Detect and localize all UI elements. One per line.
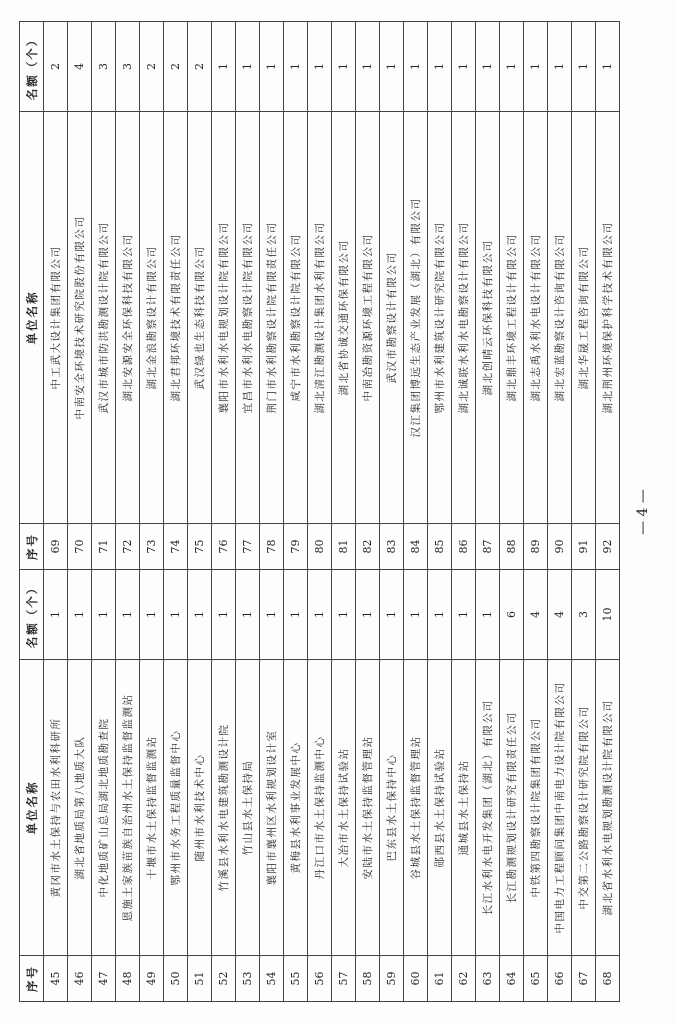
row-quota: 3 [91, 22, 115, 112]
row-unit-name: 武汉市勘察设计有限公司 [379, 112, 403, 524]
row-quota: 1 [355, 570, 379, 660]
row-seq: 58 [355, 956, 379, 1002]
row-unit-name: 中工武大设计集团有限公司 [43, 112, 67, 524]
row-seq: 66 [547, 956, 571, 1002]
row-unit-name: 湖北省水利水电规划勘测设计院有限公司 [595, 660, 619, 956]
row-seq: 75 [187, 524, 211, 570]
row-seq: 72 [115, 524, 139, 570]
row-quota: 1 [403, 570, 427, 660]
row-unit-name: 安陆市水土保持监督管理站 [355, 660, 379, 956]
quota-table [19, 21, 620, 1002]
row-unit-name: 湖北君邦环境技术有限责任公司 [163, 112, 187, 524]
table-row [379, 22, 403, 1002]
table-row [547, 22, 571, 1002]
row-unit-name: 黄梅县水利事业发展中心 [283, 660, 307, 956]
header-quota: 名额（个） [19, 22, 43, 112]
row-unit-name: 中化地质矿山总局湖北地质勘查院 [91, 660, 115, 956]
row-unit-name: 湖北创晴云环保科技有限公司 [475, 112, 499, 524]
row-seq: 83 [379, 524, 403, 570]
row-seq: 46 [67, 956, 91, 1002]
row-seq: 60 [403, 956, 427, 1002]
row-seq: 54 [259, 956, 283, 1002]
row-unit-name: 丹江口市水土保持监测中心 [307, 660, 331, 956]
row-quota: 1 [43, 570, 67, 660]
table-body [43, 22, 619, 1002]
row-unit-name: 湖北诚联水利水电勘察设计有限公司 [451, 112, 475, 524]
row-quota: 1 [451, 22, 475, 112]
table-header-row [19, 22, 43, 1002]
row-unit-name: 巴东县水土保持中心 [379, 660, 403, 956]
table-row [67, 22, 91, 1002]
row-unit-name: 长江勘测规划设计研究有限责任公司 [499, 660, 523, 956]
row-unit-name: 荆门市水利勘察设计院有限责任公司 [259, 112, 283, 524]
row-seq: 87 [475, 524, 499, 570]
row-quota: 1 [307, 570, 331, 660]
table-row [187, 22, 211, 1002]
row-quota: 2 [43, 22, 67, 112]
row-unit-name: 湖北金浪勘察设计有限公司 [139, 112, 163, 524]
row-seq: 70 [67, 524, 91, 570]
row-unit-name: 随州市水利技术中心 [187, 660, 211, 956]
row-quota: 1 [211, 570, 235, 660]
row-seq: 69 [43, 524, 67, 570]
row-seq: 55 [283, 956, 307, 1002]
row-unit-name: 中铁第四勘察设计院集团有限公司 [523, 660, 547, 956]
row-seq: 81 [331, 524, 355, 570]
row-quota: 1 [187, 570, 211, 660]
table-row [427, 22, 451, 1002]
table-row [115, 22, 139, 1002]
row-unit-name: 恩施土家族苗族自治州水土保持监督监测站 [115, 660, 139, 956]
row-unit-name: 中南安全环境技术研究院股份有限公司 [67, 112, 91, 524]
row-seq: 63 [475, 956, 499, 1002]
row-unit-name: 长江水利水电开发集团（湖北）有限公司 [475, 660, 499, 956]
row-seq: 74 [163, 524, 187, 570]
row-unit-name: 中交第二公路勘察设计研究院有限公司 [571, 660, 595, 956]
row-seq: 76 [211, 524, 235, 570]
row-seq: 51 [187, 956, 211, 1002]
row-unit-name: 湖北华晟工程咨询有限公司 [571, 112, 595, 524]
row-unit-name: 谷城县水土保持监督管理站 [403, 660, 427, 956]
row-seq: 82 [355, 524, 379, 570]
row-unit-name: 鄂州市水务工程质量监督中心 [163, 660, 187, 956]
table-row [571, 22, 595, 1002]
header-seq: 序号 [19, 524, 43, 570]
rotated-content [19, 22, 659, 1002]
table-row [235, 22, 259, 1002]
row-seq: 86 [451, 524, 475, 570]
row-quota: 1 [523, 22, 547, 112]
row-seq: 67 [571, 956, 595, 1002]
row-unit-name: 大冶市水土保持试验站 [331, 660, 355, 956]
row-quota: 2 [139, 22, 163, 112]
table-row [259, 22, 283, 1002]
row-unit-name: 湖北省地质局第八地质大队 [67, 660, 91, 956]
table-row [211, 22, 235, 1002]
table-row [355, 22, 379, 1002]
row-seq: 53 [235, 956, 259, 1002]
row-quota: 1 [379, 22, 403, 112]
row-quota: 1 [67, 570, 91, 660]
row-quota: 1 [547, 22, 571, 112]
row-quota: 6 [499, 570, 523, 660]
table-row [499, 22, 523, 1002]
row-seq: 71 [91, 524, 115, 570]
row-seq: 59 [379, 956, 403, 1002]
header-unit: 单位名称 [19, 112, 43, 524]
row-seq: 56 [307, 956, 331, 1002]
row-seq: 65 [523, 956, 547, 1002]
row-seq: 52 [211, 956, 235, 1002]
row-quota: 1 [595, 22, 619, 112]
row-seq: 89 [523, 524, 547, 570]
row-unit-name: 黄冈市水土保持与农田水利科研所 [43, 660, 67, 956]
page-number: — 4 — [634, 489, 651, 535]
row-unit-name: 湖北鼎丰环境工程设计有限公司 [499, 112, 523, 524]
row-unit-name: 中国电力工程顾问集团中南电力设计院有限公司 [547, 660, 571, 956]
row-quota: 1 [139, 570, 163, 660]
row-quota: 1 [115, 570, 139, 660]
row-quota: 1 [283, 570, 307, 660]
table-row [139, 22, 163, 1002]
row-unit-name: 中南冶勘资源环境工程有限公司 [355, 112, 379, 524]
row-seq: 85 [427, 524, 451, 570]
row-quota: 1 [283, 22, 307, 112]
row-seq: 48 [115, 956, 139, 1002]
row-unit-name: 十堰市水土保持监督监测站 [139, 660, 163, 956]
row-unit-name: 湖北荆州环境保护科学技术有限公司 [595, 112, 619, 524]
row-unit-name: 郧西县水土保持试验站 [427, 660, 451, 956]
row-seq: 77 [235, 524, 259, 570]
row-unit-name: 湖北志禹水利水电设计有限公司 [523, 112, 547, 524]
row-seq: 78 [259, 524, 283, 570]
header-quota: 名额（个） [19, 570, 43, 660]
row-seq: 88 [499, 524, 523, 570]
row-seq: 84 [403, 524, 427, 570]
row-seq: 91 [571, 524, 595, 570]
header-unit: 单位名称 [19, 660, 43, 956]
row-quota: 10 [595, 570, 619, 660]
row-unit-name: 武汉绿也生态科技有限公司 [187, 112, 211, 524]
row-unit-name: 湖北宏蓝勘察设计咨询有限公司 [547, 112, 571, 524]
row-quota: 1 [427, 22, 451, 112]
row-seq: 45 [43, 956, 67, 1002]
row-seq: 61 [427, 956, 451, 1002]
row-unit-name: 湖北安源安全环保科技有限公司 [115, 112, 139, 524]
table-row [163, 22, 187, 1002]
row-quota: 1 [259, 570, 283, 660]
row-quota: 3 [115, 22, 139, 112]
row-seq: 92 [595, 524, 619, 570]
row-quota: 4 [67, 22, 91, 112]
row-quota: 1 [475, 22, 499, 112]
row-seq: 62 [451, 956, 475, 1002]
row-unit-name: 宜昌市水利水电勘察设计院有限公司 [235, 112, 259, 524]
row-quota: 1 [331, 22, 355, 112]
table-row [331, 22, 355, 1002]
row-unit-name: 咸宁市水利勘察设计院有限公司 [283, 112, 307, 524]
row-quota: 1 [235, 22, 259, 112]
row-unit-name: 湖北清江勘测设计集团水利有限公司 [307, 112, 331, 524]
row-quota: 1 [571, 22, 595, 112]
row-quota: 1 [355, 22, 379, 112]
row-seq: 73 [139, 524, 163, 570]
row-seq: 57 [331, 956, 355, 1002]
header-seq: 序号 [19, 956, 43, 1002]
row-seq: 90 [547, 524, 571, 570]
row-quota: 1 [259, 22, 283, 112]
row-unit-name: 通城县水土保持站 [451, 660, 475, 956]
row-quota: 1 [499, 22, 523, 112]
table-row [595, 22, 619, 1002]
row-quota: 1 [427, 570, 451, 660]
row-quota: 1 [235, 570, 259, 660]
row-quota: 2 [163, 22, 187, 112]
row-quota: 1 [451, 570, 475, 660]
row-quota: 1 [91, 570, 115, 660]
row-quota: 1 [379, 570, 403, 660]
row-unit-name: 竹山县水土保持局 [235, 660, 259, 956]
table-row [91, 22, 115, 1002]
row-quota: 1 [163, 570, 187, 660]
row-unit-name: 武汉市城市防洪勘测设计院有限公司 [91, 112, 115, 524]
row-seq: 80 [307, 524, 331, 570]
table-row [283, 22, 307, 1002]
table-row [451, 22, 475, 1002]
table-row [307, 22, 331, 1002]
row-unit-name: 襄阳市襄州区水利规划设计室 [259, 660, 283, 956]
row-quota: 3 [571, 570, 595, 660]
row-unit-name: 汉江集团博远生态产业发展（湖北）有限公司 [403, 112, 427, 524]
row-seq: 50 [163, 956, 187, 1002]
table-row [403, 22, 427, 1002]
row-quota: 1 [307, 22, 331, 112]
row-unit-name: 襄阳市水利水电规划设计院有限公司 [211, 112, 235, 524]
row-quota: 1 [331, 570, 355, 660]
row-seq: 79 [283, 524, 307, 570]
row-unit-name: 竹溪县水利水电建筑勘测设计院 [211, 660, 235, 956]
row-quota: 4 [523, 570, 547, 660]
row-quota: 2 [187, 22, 211, 112]
row-seq: 49 [139, 956, 163, 1002]
row-quota: 1 [475, 570, 499, 660]
row-unit-name: 鄂州市水利建筑设计研究院有限公司 [427, 112, 451, 524]
row-seq: 64 [499, 956, 523, 1002]
row-unit-name: 湖北省协诚交通环保有限公司 [331, 112, 355, 524]
table-row [475, 22, 499, 1002]
row-seq: 68 [595, 956, 619, 1002]
table-row [43, 22, 67, 1002]
table-row [523, 22, 547, 1002]
row-quota: 1 [403, 22, 427, 112]
row-quota: 4 [547, 570, 571, 660]
row-quota: 1 [211, 22, 235, 112]
row-seq: 47 [91, 956, 115, 1002]
